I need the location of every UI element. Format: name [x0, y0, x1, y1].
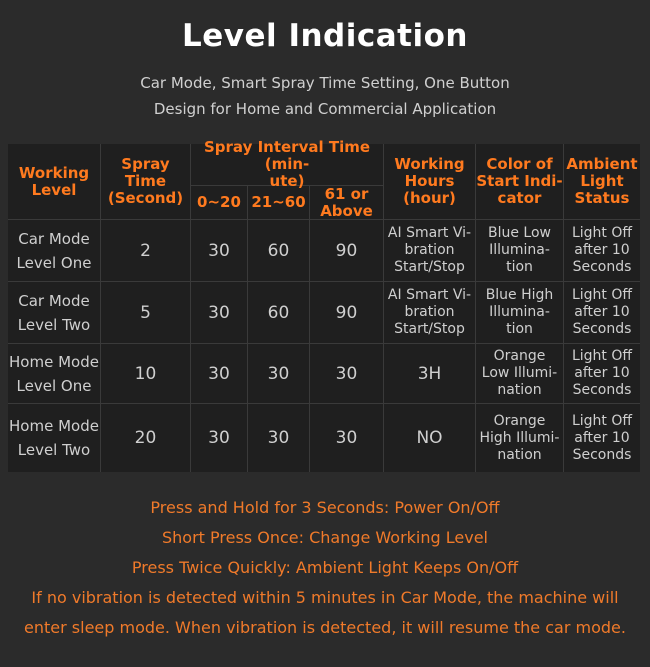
row3-indicator: Orange Low Illumi- nation [476, 344, 564, 404]
row2-interval-2: 60 [248, 282, 310, 344]
row1-spray: 2 [101, 220, 191, 282]
header-start-indicator: Color of Start Indi- cator [476, 144, 564, 220]
footer-line-5: enter sleep mode. When vibration is detected, it will resume the car mode. [24, 618, 626, 637]
row2-interval-3: 90 [310, 282, 384, 344]
row4-level: Home Mode Level Two [8, 404, 101, 472]
row3-level: Home Mode Level One [8, 344, 101, 404]
row4-spray: 20 [101, 404, 191, 472]
footer-line-4: If no vibration is detected within 5 minutes in Car Mode, the machine will [31, 588, 619, 607]
header-working-level: Working Level [8, 144, 101, 220]
row4-interval-3: 30 [310, 404, 384, 472]
row3-ambient: Light Off after 10 Seconds [564, 344, 640, 404]
row4-indicator: Orange High Illumi- nation [476, 404, 564, 472]
header-ambient-light: Ambient Light Status [564, 144, 640, 220]
row1-indicator: Blue Low Illumina- tion [476, 220, 564, 282]
row2-ambient: Light Off after 10 Seconds [564, 282, 640, 344]
header-interval-0-20: 0~20 [191, 186, 248, 220]
row1-interval-2: 60 [248, 220, 310, 282]
page-title: Level Indication [182, 18, 468, 54]
row3-interval-3: 30 [310, 344, 384, 404]
footer-line-1: Press and Hold for 3 Seconds: Power On/Off [150, 498, 500, 517]
row1-level: Car Mode Level One [8, 220, 101, 282]
level-table [8, 138, 640, 472]
subtitle-line-1: Car Mode, Smart Spray Time Setting, One Button [140, 74, 510, 92]
header-spray-interval: Spray Interval Time (min- ute) [191, 144, 384, 186]
row4-interval-2: 30 [248, 404, 310, 472]
row3-hours: 3H [384, 344, 476, 404]
row1-interval-1: 30 [191, 220, 248, 282]
row4-hours: NO [384, 404, 476, 472]
row2-level: Car Mode Level Two [8, 282, 101, 344]
header-working-hours: Working Hours (hour) [384, 144, 476, 220]
row2-indicator: Blue High Illumina- tion [476, 282, 564, 344]
header-interval-61-above: 61 or Above [310, 186, 384, 220]
row1-interval-3: 90 [310, 220, 384, 282]
row4-interval-1: 30 [191, 404, 248, 472]
row2-spray: 5 [101, 282, 191, 344]
header-interval-21-60: 21~60 [248, 186, 310, 220]
subtitle-line-2: Design for Home and Commercial Application [153, 100, 497, 118]
row4-ambient: Light Off after 10 Seconds [571, 412, 633, 463]
header-spray-time: Spray Time (Second) [101, 144, 191, 220]
row1-hours: AI Smart Vi- bration Start/Stop [384, 220, 476, 282]
footer-line-3: Press Twice Quickly: Ambient Light Keeps On/Off [131, 558, 519, 577]
row2-hours: AI Smart Vi- bration Start/Stop [384, 282, 476, 344]
footer-line-2: Short Press Once: Change Working Level [162, 528, 488, 547]
row2-interval-1: 30 [191, 282, 248, 344]
row3-spray: 10 [101, 344, 191, 404]
row1-ambient: Light Off after 10 Seconds [564, 220, 640, 282]
row3-interval-2: 30 [248, 344, 310, 404]
row3-interval-1: 30 [191, 344, 248, 404]
